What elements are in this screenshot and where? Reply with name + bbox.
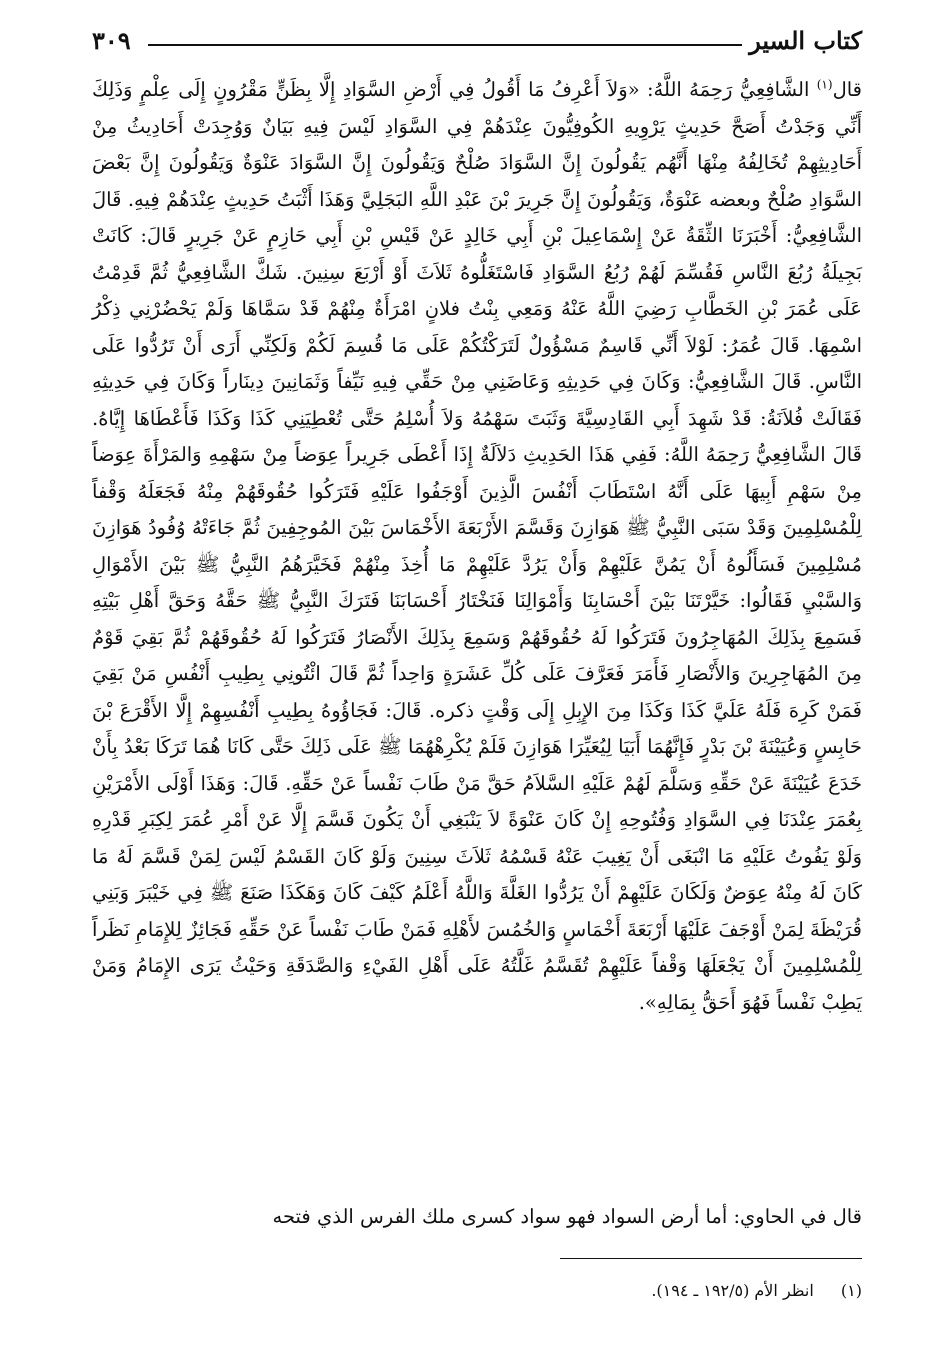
footnote-reference[interactable]: (١) [816, 77, 833, 92]
footnote-number: (١) [840, 1281, 862, 1300]
speaker-word: قال [832, 78, 862, 101]
commentary-line: قال في الحاوي: أما أرض السواد فهو سواد كسرى ملك الفرس الذي فتحه [272, 1205, 862, 1228]
footnote-text: انظر الأم (١٩٢/٥ ـ ١٩٤). [651, 1281, 814, 1300]
footnote-separator [560, 1258, 862, 1259]
page-header [92, 22, 862, 62]
main-text-block [92, 72, 862, 1021]
main-paragraph-text: الشَّافِعِيُّ رَحِمَهُ اللَّهُ: «وَلاَ أَعْرِفُ مَا أَقُولُ فِي أَرْضِ السَّوَادِ إِلَّا بِظَنٍّ مَقْرُونٍ إِلَى عِلْمٍ وَذَلِكَ أَنِّي وَجَدْتُ أَصَحَّ حَدِيثٍ يَرْوِيهِ الكُوفِيُّونَ عِنْدَهُمْ فِي السَّوَادِ لَيْسَ فِيهِ بَيَانٌ وَوُجِدَتْ أَحَادِيثُ مِنْ أَحَادِيثِهِمْ تُخَالِفُهُ مِنْهَا أَنَّهُم يَقُولُونَ إِنَّ السَّوَادَ صُلْحٌ وَيَقُولُونَ إِنَّ السَّوَادَ عَنْوَةٌ وَيَقُولُونَ إِنَّ بَعْضَ السَّوَادِ صُلْحٌ وبعضه عَنْوَةٌ، وَيَقُولُونَ إِنَّ جَرِيرَ بْنَ عَبْدِ اللَّهِ البَجَلِيَّ وَهَذَا أَثْبَتُ حَدِيثٍ عِنْدَهُمْ فِيهِ. قَالَ الشَّافِعِيُّ: أَخْبَرَنَا الثِّقَةُ عَنْ إِسْمَاعِيلَ بْنِ أَبِي خَالِدٍ عَنْ قَيْسِ بْنِ أَبِي حَازِمٍ عَنْ جَرِيرٍ قَالَ: كَانَتْ بَجِيلَةُ رُبُعَ النَّاسِ فَقُسِّمَ لَهُمْ رُبُعُ السَّوَادِ فَاسْتَغَلُّوهُ ثَلاَثَ أَوْ أَرْبَعَ سِنِينَ. شَكَّ الشَّافِعِيُّ ثُمَّ قَدِمْتُ عَلَى عُمَرَ بْنِ الخَطَّابِ رَضِيَ اللَّهُ عَنْهُ وَمَعِي بِنْتُ فلانٍ امْرَأَةٌ مِنْهُمْ قَدْ سَمَّاهَا وَلَمْ يَحْضُرْنِي ذِكْرُ اسْمِهَا. قَالَ عُمَرُ: لَوْلاَ أَنِّي قَاسِمٌ مَسْؤُولٌ لَتَرَكْتُكُمْ عَلَى مَا قُسِمَ لَكُمْ وَلَكِنِّي أَرَى أَنْ تَرُدُّوا عَلَى النَّاسِ. قَالَ الشَّافِعِيُّ: وَكَانَ فِي حَدِيثِهِ وَعَاضَنِي مِنْ حَقِّي فِيهِ نَيِّفاً وَثَمَانِينَ دِينَاراً وَكَانَ فِي حَدِيثِهِ فَقَالَتْ فُلاَنَةُ: قَدْ شَهِدَ أَبِي القَادِسِيَّةَ وَثَبَتَ سَهْمُهُ وَلاَ أُسْلِمُ حَتَّى تُعْطِيَنِي كَذَا وَكَذَا فَأَعْطَاهَا إِيَّاهُ. قَالَ الشَّافِعِيُّ رَحِمَهُ اللَّهُ: فَفِي هَذَا الحَدِيثِ دَلاَلَةٌ إِذَا أَعْطَى جَرِيراً عِوَضاً مِنْ سَهْمِهِ وَالمَرْأَةَ عِوَضاً مِنْ سَهْمِ أَبِيهَا عَلَى أَنَّهُ اسْتَطَابَ أَنْفُسَ الَّذِينَ أَوْجَفُوا عَلَيْهِ فَتَرَكُوا حُقُوقَهُمْ مِنْهُ فَجَعَلَهُ وَقْفاً لِلْمُسْلِمِينَ وَقَدْ سَبَى النَّبِيُّ ﷺ هَوَازِنَ وَقَسَّمَ الأَرْبَعَةَ الأَخْمَاسَ بَيْنَ المُوجِفِينَ ثُمَّ جَاءَتْهُ وُفُودُ هَوَازِنَ مُسْلِمِينَ فَسَأَلُوهُ أَنْ يَمُنَّ عَلَيْهِمْ وَأَنْ يَرُدَّ عَلَيْهِمْ مَا أُخِذَ مِنْهُمْ فَخَيَّرَهُمُ النَّبِيُّ ﷺ بَيْنَ الأَمْوَالِ وَالسَّبْيِ فَقَالُوا: خَيَّرْتَنَا بَيْنَ أَحْسَابِنَا وَأَمْوَالِنَا فَنَخْتَارُ أَحْسَابَنَا فَتَرَكَ النَّبِيُّ ﷺ حَقَّهُ وَحَقَّ أَهْلِ بَيْتِهِ فَسَمِعَ بِذَلِكَ المُهَاجِرُونَ فَتَرَكُوا لَهُ حُقُوقَهُمْ وَسَمِعَ بِذَلِكَ الأَنْصَارُ فَتَرَكُوا لَهُ حُقُوقَهُمْ ثُمَّ بَقِيَ قَوْمٌ مِنَ المُهَاجِرِينَ وَالأَنْصَارِ فَأَمَرَ فَعَرَّفَ عَلَى كُلِّ عَشَرَةٍ وَاحِداً ثُمَّ قَالَ ائْتُونِي بِطِيبِ أَنْفُسِ مَنْ بَقِيَ فَمَنْ كَرِهَ فَلَهُ عَلَيَّ كَذَا وَكَذَا مِنَ الإِبِلِ إِلَى وَقْتٍ ذكره. قَالَ: فَجَاؤُوهُ بِطِيبِ أَنْفُسِهِمْ إِلَّا الأَقْرَعَ بْنَ حَابِسٍ وَعُيَيْنَةَ بْنَ بَدْرٍ فَإِنَّهُمَا أَبَيَا لِيُعَيِّرَا هَوَازِنَ فَلَمْ يُكْرِهْهُمَا ﷺ عَلَى ذَلِكَ حَتَّى كَانَا هُمَا تَرَكَا بَعْدُ بِأَنْ خَدَعَ عُيَيْنَةَ عَنْ حَقِّهِ وَسَلَّمَ لَهُمْ عَلَيْهِ السَّلاَمُ حَقَّ مَنْ طَابَ نَفْساً عَنْ حَقِّهِ. قَالَ: وَهَذَا أَوْلَى الأَمْرَيْنِ بِعُمَرَ عِنْدَنَا فِي السَّوَادِ وَفُتُوحِهِ إِنْ كَانَ عَنْوَةً لاَ يَنْبَغِي أَنْ يَكُونَ قَسَّمَ إِلَّا عَنْ أَمْرِ عُمَرَ لِكِبَرِ قَدْرِهِ وَلَوْ يَفُوتُ عَلَيْهِ مَا انْبَغَى أَنْ يَغِيبَ عَنْهُ قَسْمُهُ ثَلاَثَ سِنِينَ وَلَوْ كَانَ القَسْمُ لَيْسَ لِمَنْ قَسَّمَ لَهُ مَا كَانَ لَهُ مِنْهُ عِوَضٌ وَلَكَانَ عَلَيْهِمْ أَنْ يَرُدُّوا الغَلَّةَ وَاللَّهُ أَعْلَمُ كَيْفَ كَانَ وَهَكَذَا صَنَعَ ﷺ فِي خَيْبَرَ وَبَنِي قُرَيْظَةَ لِمَنْ أَوْجَفَ عَلَيْهَا أَرْبَعَةَ أَخْمَاسٍ وَالخُمُسَ لأَهْلِهِ فَمَنْ طَابَ نَفْساً عَنْ حَقِّهِ فَجَائِزٌ لِلإِمَامِ نَظَراً لِلْمُسْلِمِينَ أَنْ يَجْعَلَهَا وَقْفاً عَلَيْهِمْ تُقَسَّمُ غَلَّتُهُ عَلَى أَهْلِ الفَيْءِ وَالصَّدَقَةِ وَحَيْثُ يَرَى الإِمَامُ وَمَنْ يَطِبْ نَفْساً فَهُوَ أَحَقُّ بِمَالِهِ». [92, 78, 863, 1014]
running-title: كتاب السير [749, 26, 862, 55]
main-paragraph [92, 72, 862, 1021]
footnote [92, 1278, 862, 1304]
header-rule [148, 44, 742, 46]
page-number: ٣٠٩ [92, 26, 131, 55]
